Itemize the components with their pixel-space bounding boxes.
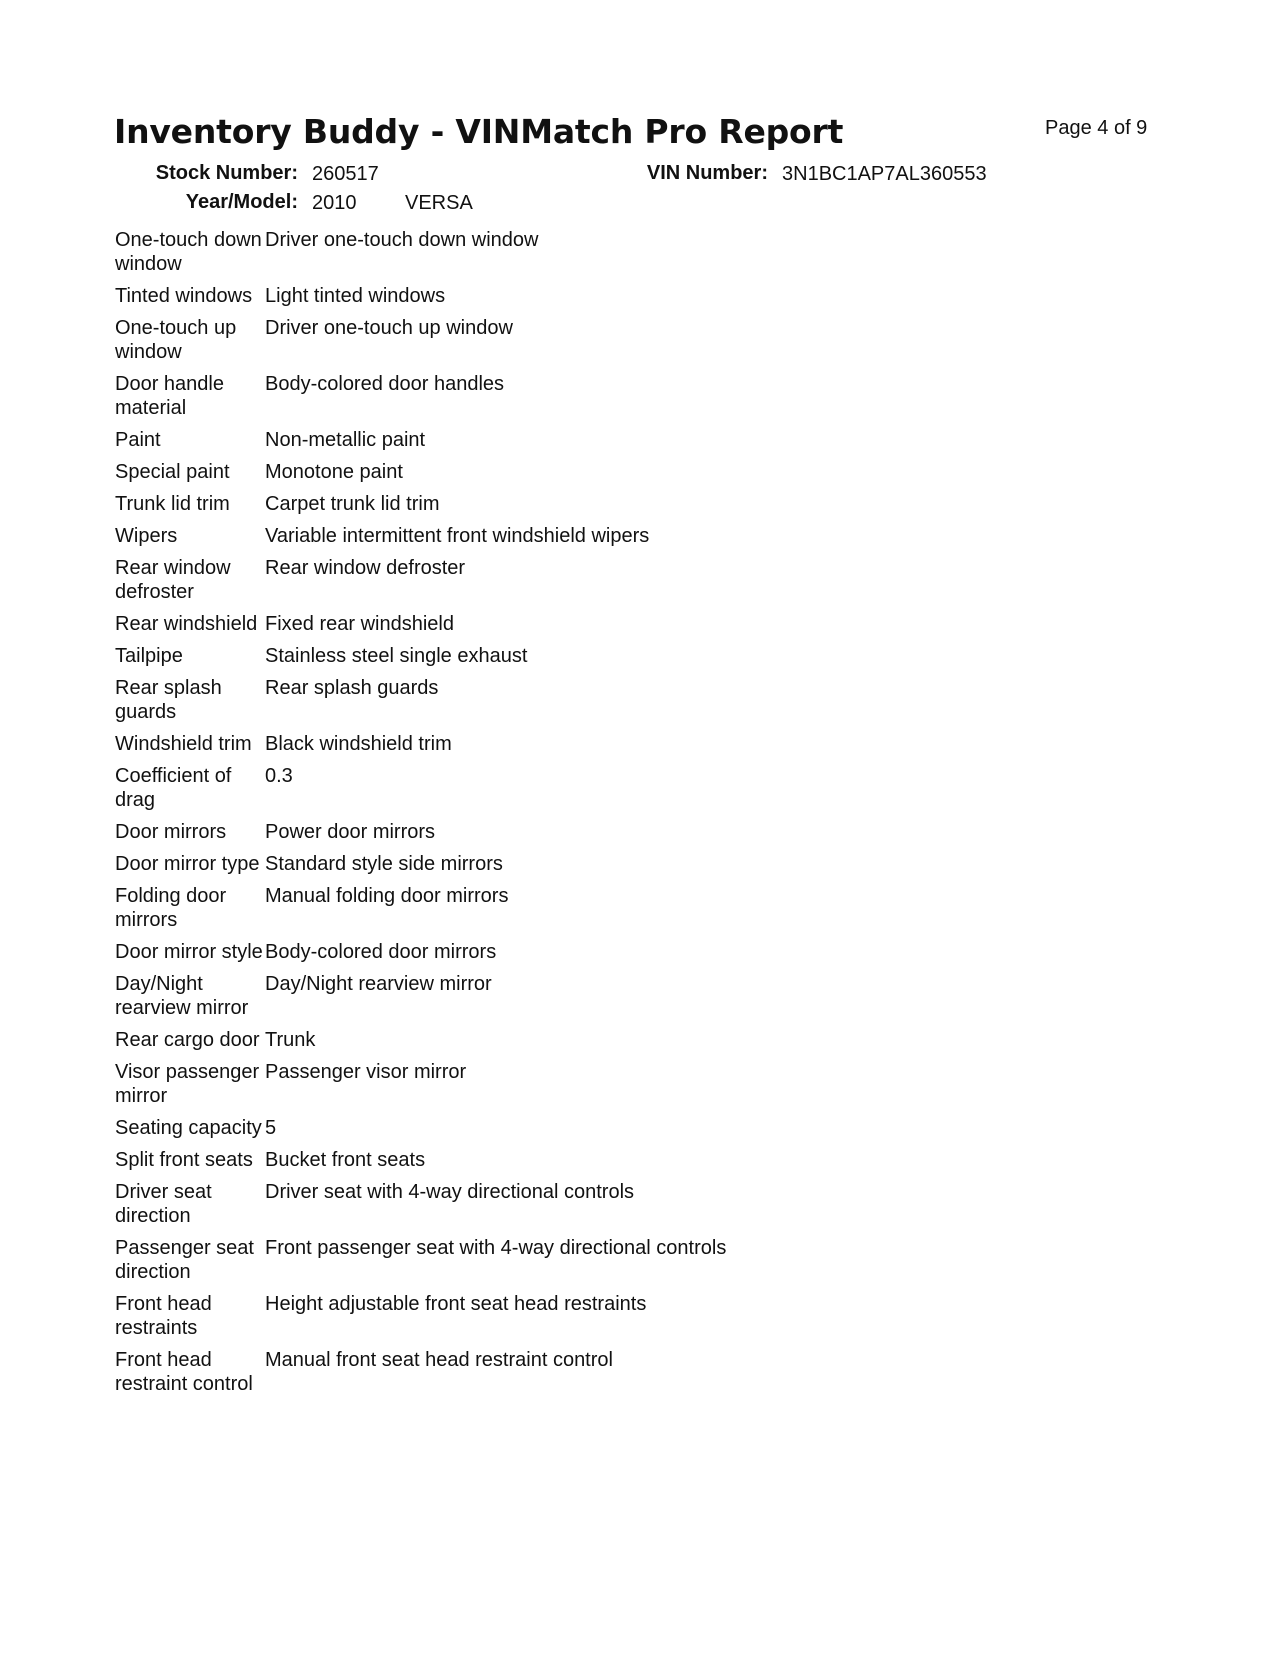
spec-row bbox=[115, 372, 1015, 428]
spec-name: Tailpipe bbox=[115, 645, 183, 667]
spec-row bbox=[115, 460, 1015, 492]
spec-row bbox=[115, 1180, 1015, 1236]
spec-value: Rear window defroster bbox=[265, 557, 466, 579]
spec-row bbox=[115, 644, 1015, 676]
spec-row bbox=[115, 284, 1015, 316]
spec-value: Carpet trunk lid trim bbox=[265, 493, 440, 515]
spec-value: Manual front seat head restraint control bbox=[265, 1349, 613, 1371]
spec-value: Driver seat with 4-way directional controls bbox=[265, 1181, 635, 1203]
spec-value: Rear splash guards bbox=[265, 677, 439, 699]
spec-name: Rear cargo door bbox=[115, 1029, 260, 1051]
spec-name: Door handle material bbox=[115, 373, 224, 419]
spec-row bbox=[115, 1348, 1015, 1404]
model-value: VERSA bbox=[405, 192, 473, 214]
spec-row bbox=[115, 852, 1015, 884]
spec-value: Front passenger seat with 4-way directional controls bbox=[265, 1237, 727, 1259]
spec-value: Power door mirrors bbox=[265, 821, 436, 843]
spec-name: One-touch down window bbox=[115, 229, 262, 275]
spec-row bbox=[115, 940, 1015, 972]
spec-name: Rear window defroster bbox=[115, 557, 231, 603]
spec-name: Wipers bbox=[115, 525, 178, 547]
spec-name: Front head restraints bbox=[115, 1293, 212, 1339]
spec-row bbox=[115, 1060, 1015, 1116]
spec-value: Stainless steel single exhaust bbox=[265, 645, 528, 667]
spec-row bbox=[115, 1148, 1015, 1180]
spec-name: Split front seats bbox=[115, 1149, 253, 1171]
spec-value: Driver one-touch up window bbox=[265, 317, 513, 339]
spec-name: Door mirrors bbox=[115, 821, 227, 843]
spec-value: Non-metallic paint bbox=[265, 429, 426, 451]
spec-value: Fixed rear windshield bbox=[265, 613, 454, 635]
spec-row bbox=[115, 676, 1015, 732]
spec-name: Door mirror style bbox=[115, 941, 263, 963]
spec-value: Driver one-touch down window bbox=[265, 229, 539, 251]
year-model-label: Year/Model: bbox=[185, 191, 298, 213]
report-title: Inventory Buddy - VINMatch Pro Report bbox=[114, 112, 844, 151]
spec-name: Trunk lid trim bbox=[115, 493, 230, 515]
spec-row bbox=[115, 1116, 1015, 1148]
spec-value: Manual folding door mirrors bbox=[265, 885, 509, 907]
spec-row bbox=[115, 612, 1015, 644]
spec-row bbox=[115, 884, 1015, 940]
spec-row bbox=[115, 764, 1015, 820]
spec-name: Driver seat direction bbox=[115, 1181, 212, 1227]
spec-row bbox=[115, 228, 1015, 284]
spec-value: Body-colored door mirrors bbox=[265, 941, 497, 963]
spec-name: Visor passenger mirror bbox=[115, 1061, 260, 1107]
spec-name: Rear windshield bbox=[115, 613, 258, 635]
page-number: Page 4 of 9 bbox=[1045, 117, 1148, 139]
spec-name: Front head restraint control bbox=[115, 1349, 253, 1395]
spec-name: Tinted windows bbox=[115, 285, 253, 307]
spec-name: Rear splash guards bbox=[115, 677, 222, 723]
spec-value: Standard style side mirrors bbox=[265, 853, 503, 875]
spec-row bbox=[115, 428, 1015, 460]
spec-value: Black windshield trim bbox=[265, 733, 452, 755]
spec-value: Passenger visor mirror bbox=[265, 1061, 467, 1083]
spec-name: Coefficient of drag bbox=[115, 765, 232, 811]
spec-row bbox=[115, 492, 1015, 524]
spec-name: One-touch up window bbox=[115, 317, 237, 363]
spec-row bbox=[115, 972, 1015, 1028]
spec-value: Day/Night rearview mirror bbox=[265, 973, 492, 995]
spec-row bbox=[115, 1236, 1015, 1292]
spec-row bbox=[115, 1292, 1015, 1348]
spec-name: Paint bbox=[115, 429, 161, 451]
spec-value: 0.3 bbox=[265, 765, 293, 787]
spec-value: Variable intermittent front windshield wipers bbox=[265, 525, 650, 547]
vin-number-value: 3N1BC1AP7AL360553 bbox=[782, 163, 987, 185]
spec-name: Special paint bbox=[115, 461, 230, 483]
spec-name: Folding door mirrors bbox=[115, 885, 227, 931]
year-value: 2010 bbox=[312, 192, 357, 214]
spec-row bbox=[115, 732, 1015, 764]
spec-value: Light tinted windows bbox=[265, 285, 446, 307]
spec-name: Windshield trim bbox=[115, 733, 252, 755]
vin-number-label: VIN Number: bbox=[646, 162, 768, 184]
spec-name: Door mirror type bbox=[115, 853, 260, 875]
spec-name: Passenger seat direction bbox=[115, 1237, 254, 1283]
spec-table bbox=[115, 228, 1015, 1404]
spec-table-body bbox=[115, 228, 1015, 1404]
spec-name: Day/Night rearview mirror bbox=[115, 973, 249, 1019]
spec-row bbox=[115, 556, 1015, 612]
spec-row bbox=[115, 316, 1015, 372]
spec-name: Seating capacity bbox=[115, 1117, 262, 1139]
spec-value: Trunk bbox=[265, 1029, 316, 1051]
stock-number-label: Stock Number: bbox=[155, 162, 298, 184]
spec-row bbox=[115, 1028, 1015, 1060]
spec-row bbox=[115, 524, 1015, 556]
spec-value: Body-colored door handles bbox=[265, 373, 505, 395]
spec-row bbox=[115, 820, 1015, 852]
spec-value: Height adjustable front seat head restraints bbox=[265, 1293, 647, 1315]
stock-number-value: 260517 bbox=[312, 163, 379, 185]
spec-value: 5 bbox=[265, 1117, 277, 1139]
spec-value: Monotone paint bbox=[265, 461, 403, 483]
spec-value: Bucket front seats bbox=[265, 1149, 426, 1171]
